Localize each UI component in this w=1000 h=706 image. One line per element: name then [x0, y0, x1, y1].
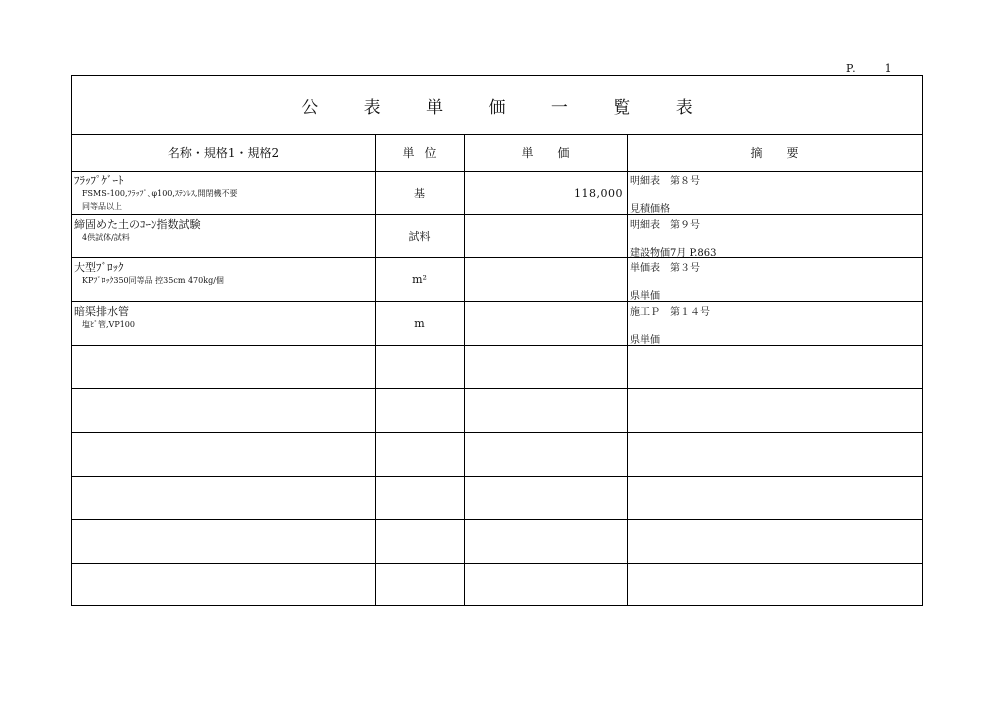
item-note-source: 県単価	[630, 291, 660, 303]
item-unit: 基	[414, 186, 425, 200]
item-note-source: 県単価	[630, 335, 660, 346]
item-note-ref: 明細表 第８号	[630, 176, 700, 187]
header-unit: 単位	[402, 146, 447, 160]
item-name: 締固めた土のｺｰﾝ指数試験	[74, 217, 201, 231]
item-spec	[82, 231, 130, 244]
item-spec2: 同等品以上	[82, 202, 122, 211]
item-unit	[375, 389, 464, 432]
item-unit	[375, 433, 464, 476]
table-row	[72, 564, 922, 608]
item-spec	[82, 187, 237, 213]
table-row	[72, 258, 922, 302]
table-row	[72, 346, 922, 390]
table-row	[72, 302, 922, 346]
item-unit	[375, 564, 464, 607]
item-note-ref: 単価表 第３号	[630, 263, 700, 275]
item-unit	[375, 477, 464, 520]
item-unit: 試料	[408, 230, 431, 244]
header-price: 単価	[521, 146, 594, 160]
item-spec1: 塩ﾋﾞ管,VP100	[82, 320, 135, 329]
header-note: 摘要	[750, 146, 823, 160]
table-row	[72, 389, 922, 433]
item-note-source: 見積価格	[630, 204, 670, 215]
item-spec1: KPﾌﾞﾛｯｸ350同等品 控35cm 470kg/個	[82, 276, 224, 286]
item-name: ﾌﾗｯﾌﾟｹﾞｰﾄ	[74, 174, 124, 187]
page-number-value: 1	[884, 62, 893, 75]
page-number	[846, 62, 893, 75]
item-unit	[375, 520, 464, 563]
item-name: 大型ﾌﾞﾛｯｸ	[74, 261, 124, 275]
title-row	[72, 76, 922, 135]
header-name: 名称・規格1・規格2	[167, 146, 280, 160]
item-spec1: 4供試体/試料	[82, 232, 130, 242]
table-body	[72, 171, 922, 605]
item-spec	[82, 318, 135, 331]
item-note-source: 建設物価7月 P.863	[630, 247, 717, 259]
document-title: 公 表 単 価 一 覧 表	[301, 97, 713, 118]
table-row	[72, 520, 922, 564]
page-label: P.	[846, 62, 857, 75]
item-spec1: FSMS-100,ﾌﾗｯﾌﾟ､φ100,ｽﾃﾝﾚｽ,開閉機不要	[82, 189, 238, 198]
item-name: 暗渠排水管	[74, 305, 129, 318]
table-row	[72, 215, 922, 259]
header-row	[72, 134, 922, 172]
table-row	[72, 171, 922, 215]
item-unit: m	[414, 317, 425, 330]
price-list-table	[71, 75, 923, 606]
table-row	[72, 433, 922, 477]
item-price: 118,000	[574, 187, 623, 200]
item-spec	[82, 274, 224, 287]
item-note-ref: 明細表 第９号	[630, 219, 700, 231]
item-unit	[375, 346, 464, 389]
item-unit: m²	[412, 273, 427, 287]
table-row	[72, 477, 922, 521]
item-note-ref: 施工Ｐ 第１４号	[630, 307, 710, 318]
